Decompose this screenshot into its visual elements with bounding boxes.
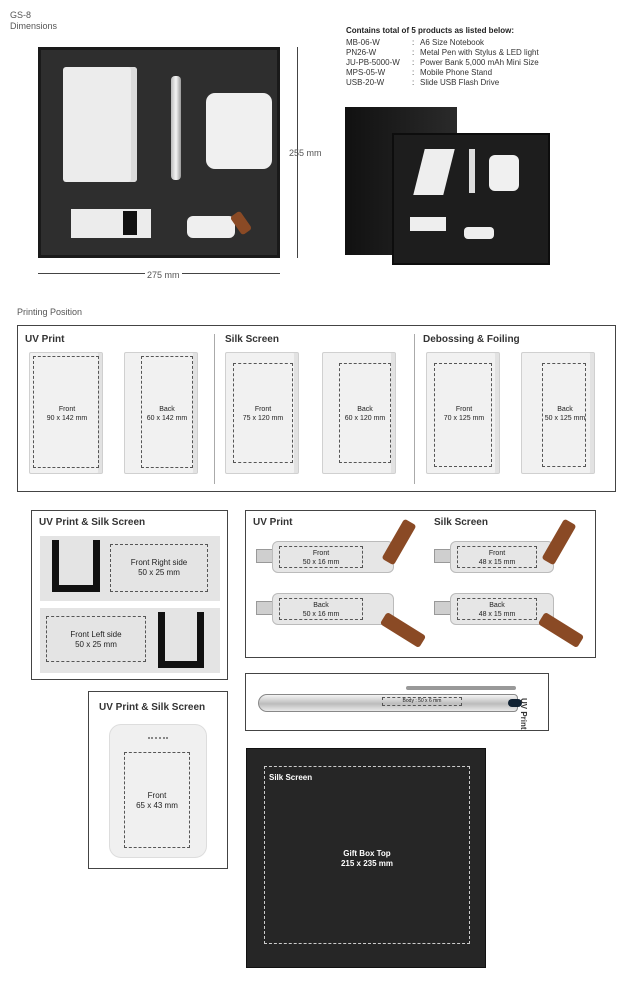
print-area-label: Front 65 x 43 mm bbox=[136, 791, 178, 810]
giftbox-stand bbox=[410, 217, 446, 231]
giftbox-powerbank bbox=[489, 155, 519, 191]
giftbox-method: Silk Screen bbox=[269, 773, 313, 782]
print-area-label: Front 70 x 125 mm bbox=[443, 406, 485, 422]
divider bbox=[414, 334, 415, 484]
pen-uv-title: UV Print bbox=[519, 698, 528, 730]
contents-item: USB-20-W : Slide USB Flash Drive bbox=[346, 78, 500, 87]
notebook-image bbox=[63, 67, 137, 182]
notebook-print-panel bbox=[17, 325, 616, 492]
silk-screen-title: Silk Screen bbox=[225, 334, 279, 345]
phone-stand-print-panel bbox=[31, 510, 228, 680]
debossing-title: Debossing & Foiling bbox=[423, 334, 520, 345]
print-area-label: Front 48 x 15 mm bbox=[478, 550, 516, 566]
pen-image bbox=[171, 76, 181, 180]
print-area-label: Back 50 x 125 mm bbox=[544, 406, 586, 422]
print-area-label: Back 60 x 120 mm bbox=[344, 406, 386, 422]
usb-image bbox=[187, 216, 235, 238]
led-indicators bbox=[148, 737, 168, 739]
dimensions-heading: Dimensions bbox=[10, 21, 58, 31]
usb-strap bbox=[538, 612, 584, 648]
divider bbox=[214, 334, 215, 484]
usb-front bbox=[272, 541, 394, 573]
giftbox-top bbox=[246, 748, 486, 968]
notebook-back bbox=[521, 352, 595, 474]
print-area-label: Back 50 x 16 mm bbox=[302, 602, 340, 618]
contents-title: Contains total of 5 products as listed below: bbox=[346, 26, 515, 35]
powerbank-print-panel bbox=[88, 691, 228, 869]
product-tray bbox=[38, 47, 280, 258]
height-dimension: 255 mm bbox=[289, 148, 322, 158]
width-dimension: 275 mm bbox=[147, 270, 180, 280]
usb-front bbox=[450, 541, 554, 573]
print-area-label: Front Left side 50 x 25 mm bbox=[70, 630, 122, 649]
notebook-back bbox=[322, 352, 396, 474]
giftbox-notebook bbox=[413, 149, 454, 195]
usb-uv-title: UV Print bbox=[253, 517, 293, 528]
print-area-label: Front 50 x 16 mm bbox=[302, 550, 340, 566]
usb-strap bbox=[380, 612, 426, 648]
notebook-back bbox=[124, 352, 198, 474]
stand-left-image bbox=[40, 608, 220, 673]
print-area-label: Back 60 x 142 mm bbox=[146, 406, 188, 422]
pen-print-label: Body : 50 x 6 mm bbox=[402, 698, 442, 704]
powerbank-device bbox=[109, 724, 207, 858]
print-area-label: Front Right side 50 x 25 mm bbox=[130, 558, 188, 577]
giftbox-usb bbox=[464, 227, 494, 239]
powerbank-title: UV Print & Silk Screen bbox=[99, 702, 206, 713]
giftbox-open-image bbox=[392, 133, 550, 265]
notebook-front bbox=[29, 352, 103, 474]
stand-holder bbox=[52, 540, 100, 592]
product-code: GS-8 bbox=[10, 10, 32, 20]
phone-stand-image bbox=[71, 209, 151, 238]
print-area-label: Back 48 x 15 mm bbox=[478, 602, 516, 618]
giftbox-pen bbox=[469, 149, 475, 193]
powerbank-image bbox=[206, 93, 272, 169]
uv-print-title: UV Print bbox=[25, 334, 65, 345]
doc-header bbox=[10, 10, 57, 32]
stand-holder bbox=[158, 612, 204, 668]
contents-list bbox=[346, 26, 626, 88]
contents-item: MB-06-W : A6 Size Notebook bbox=[346, 38, 485, 47]
stand-right-image bbox=[40, 536, 220, 601]
stand-title: UV Print & Silk Screen bbox=[39, 517, 146, 528]
contents-item: PN26-W : Metal Pen with Stylus & LED light bbox=[346, 48, 539, 57]
printing-position-title: Printing Position bbox=[17, 307, 83, 317]
print-area-label: Front 90 x 142 mm bbox=[46, 406, 88, 422]
notebook-front bbox=[225, 352, 299, 474]
pen-print-panel bbox=[245, 673, 549, 731]
notebook-front bbox=[426, 352, 500, 474]
print-area-label: Front 75 x 120 mm bbox=[242, 406, 284, 422]
usb-silk-title: Silk Screen bbox=[434, 517, 488, 528]
giftbox-label: Gift Box Top 215 x 235 mm bbox=[340, 849, 394, 868]
phone-stand-slot bbox=[123, 211, 137, 235]
contents-item: MPS-05-W : Mobile Phone Stand bbox=[346, 68, 493, 77]
usb-back bbox=[272, 593, 394, 625]
contents-item: JU-PB-5000-W : Power Bank 5,000 mAh Mini Size bbox=[346, 58, 539, 67]
usb-print-panel bbox=[245, 510, 596, 658]
contents-items bbox=[346, 38, 626, 88]
pen-clip bbox=[406, 686, 516, 690]
